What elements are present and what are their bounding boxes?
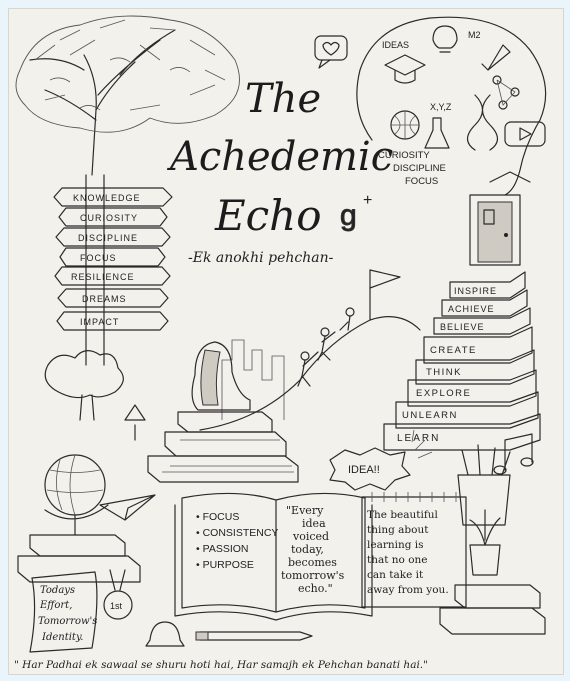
small-tree xyxy=(45,351,123,420)
brain-word-discipline: DISCIPLINE xyxy=(393,163,446,174)
title-tagline: -Ek anokhi pehchan- xyxy=(188,250,334,266)
footer-quote: " Har Padhai ek sawaal se shuru hoti hai, Har samajh ek Pehchan banati hai." xyxy=(14,659,428,671)
stair-label: ACHIEVE xyxy=(448,304,495,314)
medal-label: 1st xyxy=(110,601,123,611)
stair-label: CREATE xyxy=(430,345,477,356)
book-quote-line: today, xyxy=(291,543,324,556)
notepad-line: can take it xyxy=(367,569,424,581)
signpost-label: FOCUS xyxy=(80,253,117,263)
svg-text:g: g xyxy=(340,199,357,232)
signpost-curiosity xyxy=(59,208,167,226)
city-skyline xyxy=(222,340,284,420)
brain-xyz: X,Y,Z xyxy=(430,102,452,112)
book-left-page-list xyxy=(196,511,278,571)
book-quote-line: echo." xyxy=(298,582,333,595)
book-quote-line: becomes xyxy=(288,556,337,569)
signpost-label: KNOWLEDGE xyxy=(73,193,141,203)
stair-label: LEARN xyxy=(397,433,441,444)
music-note-icon xyxy=(494,434,533,474)
stairs xyxy=(384,272,540,450)
paper-plane-icon xyxy=(100,495,155,520)
signposts xyxy=(54,188,172,330)
scroll-line: Todays xyxy=(40,585,76,596)
stair-label: BELIEVE xyxy=(440,322,485,332)
signpost-label: DISCIPLINE xyxy=(78,233,139,243)
stair-label: INSPIRE xyxy=(454,286,498,296)
signpost-dreams xyxy=(58,289,168,307)
signpost-label: CURIOSITY xyxy=(80,213,139,223)
scroll xyxy=(30,572,97,652)
notepad-line: that no one xyxy=(367,554,428,566)
book-quote-line: "Every xyxy=(286,504,324,517)
open-book xyxy=(175,493,372,620)
signpost-label: DREAMS xyxy=(82,294,127,304)
book-list-item: • PURPOSE xyxy=(196,559,254,571)
notepad-line: learning is xyxy=(367,539,424,551)
stair-label: UNLEARN xyxy=(402,410,458,421)
google-plus-icon xyxy=(340,192,372,232)
brain-formula: M2 xyxy=(468,30,481,40)
brain-ideas: IDEAS xyxy=(382,40,410,50)
pencil-icon xyxy=(196,632,312,640)
title-line-2: Achedemic xyxy=(170,134,394,180)
door-drawing xyxy=(470,172,530,265)
bell-icon xyxy=(146,622,184,646)
climbers xyxy=(298,308,354,386)
book-quote-line: tomorrow's xyxy=(281,569,345,582)
reading-girl xyxy=(192,342,250,410)
signpost-resilience xyxy=(55,267,170,285)
globe-drawing xyxy=(45,455,108,535)
book-list-item: • CONSISTENCY xyxy=(196,527,279,539)
scroll-line: Tomorrow's xyxy=(38,616,98,627)
book-list-item: • FOCUS xyxy=(196,511,240,523)
svg-text:+: + xyxy=(363,192,373,209)
signpost-knowledge xyxy=(54,188,172,206)
title-line-3: Echo xyxy=(215,191,322,240)
book-stack-left xyxy=(18,535,140,582)
book-stack-right xyxy=(440,585,545,634)
scroll-line: Identity. xyxy=(42,632,84,643)
book-quote-line: voiced xyxy=(293,530,330,543)
signpost-focus xyxy=(60,248,165,266)
flag xyxy=(370,270,400,320)
heart-speech-icon xyxy=(315,36,347,68)
map-pin-icon xyxy=(125,405,145,440)
book-list-item: • PASSION xyxy=(196,543,249,555)
signpost-impact xyxy=(57,312,168,330)
potted-plant xyxy=(470,510,500,575)
scroll-line: Effort, xyxy=(40,600,73,611)
signpost-discipline xyxy=(56,228,170,246)
title-line-1: The xyxy=(245,76,322,122)
notepad-line: The beautiful xyxy=(367,509,438,521)
stair-inspire xyxy=(450,272,525,298)
notepad-line: away from you. xyxy=(367,584,449,596)
book-quote-line: idea xyxy=(302,517,326,530)
tree-drawing xyxy=(16,16,240,365)
stair-label: THINK xyxy=(426,367,462,378)
notepad xyxy=(362,492,466,607)
brain-word-focus: FOCUS xyxy=(405,176,439,187)
signpost-label: IMPACT xyxy=(80,317,120,327)
notepad-line: thing about xyxy=(367,524,429,536)
stair-label: EXPLORE xyxy=(416,388,472,399)
idea-bubble-text: IDEA!! xyxy=(348,464,380,476)
title-block xyxy=(166,76,393,266)
book-stack-center xyxy=(148,412,298,482)
medal-icon xyxy=(104,570,132,619)
signpost-label: RESILIENCE xyxy=(71,272,135,282)
hill xyxy=(200,317,420,430)
book-right-page-quote xyxy=(281,504,345,595)
brain-word-curiosity: CURIOSITY xyxy=(378,150,430,161)
